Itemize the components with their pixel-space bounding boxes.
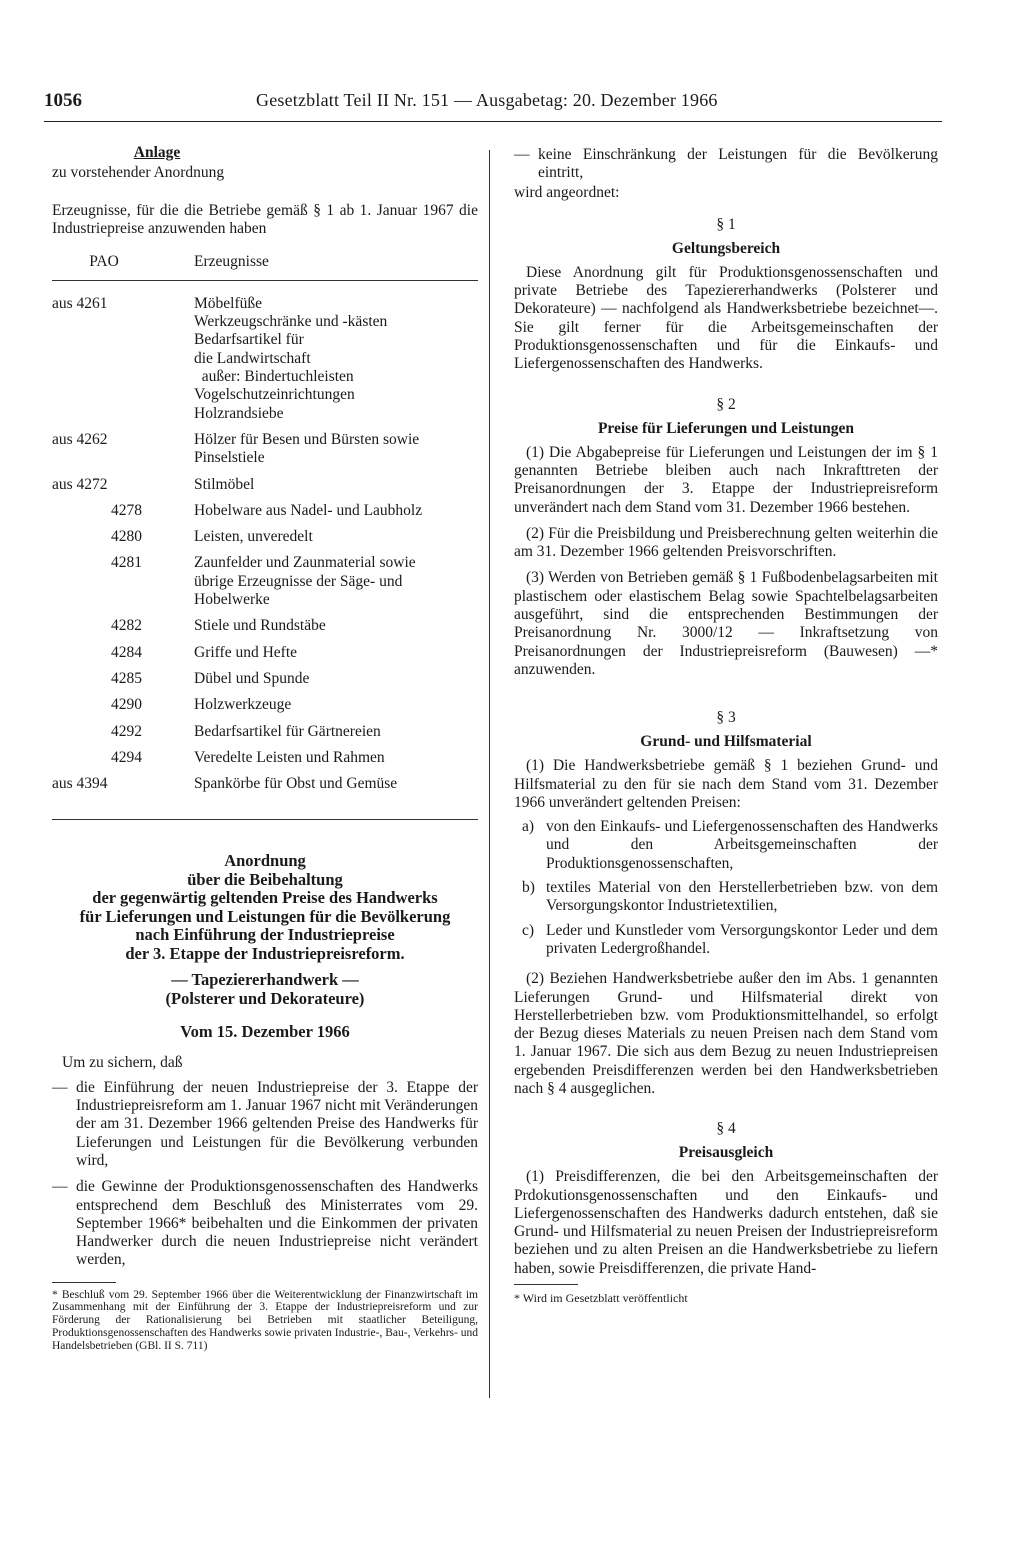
section-number: § 4 — [716, 1120, 736, 1138]
product-line: Stilmöbel — [194, 475, 255, 493]
pao-code: aus 4261 — [52, 294, 108, 312]
product-line: Bedarfsartikel für Gärtnereien — [194, 722, 381, 740]
anlage-subtitle: zu vorstehender Anordnung — [52, 164, 225, 181]
product-description — [194, 295, 478, 423]
product-line: Werkzeugschränke und -kästen — [194, 313, 388, 331]
product-line: außer: Bindertuchleisten — [194, 368, 354, 386]
anlage-intro: Erzeugnisse, für die die Betriebe gemäß § 1 ab 1. Januar 1967 die Industriepreise anzuwenden haben — [52, 202, 478, 238]
product-line: Hobelwerke — [194, 591, 270, 609]
ordered-text: wird angeordnet: — [514, 183, 620, 201]
section-number: § 2 — [716, 395, 736, 413]
subtitle-line: — Tapeziererhandwerk — — [171, 970, 359, 990]
list-item: c) Leder und Kunstleder vom Versorgungskontor Leder und dem privaten Ledergroßhandel. — [522, 921, 938, 957]
table-row — [52, 644, 478, 662]
pao-code: aus 4262 — [52, 430, 108, 448]
left-column — [52, 144, 478, 1353]
pao-code: 4290 — [111, 696, 142, 714]
title-line: über die Beibehaltung — [187, 869, 343, 889]
product-line: Stiele und Rundstäbe — [194, 617, 326, 635]
pao-code: aus 4272 — [52, 475, 108, 493]
product-description — [194, 723, 478, 741]
table-row — [52, 554, 478, 609]
product-line: Hölzer für Besen und Bürsten sowie — [194, 430, 420, 448]
product-line: Möbelfüße — [194, 294, 263, 312]
footnote-left: * Beschluß vom 29. September 1966 über die Weiterentwicklung der Finanzwirtschaft im Zusammenhang mit der Einführung der 3. Etappe der Industriepreisreform und zur Förderung der Rationalisierung bei Betrieben mit staatlicher Beteiligung, Produktionsgenossenschaften des Handwerks sowie privaten Industrie-, Bau-, Verkehrs- und Handelsbetrieben (GBl. II S. 711) — [52, 1288, 478, 1352]
title-line: für Lieferungen und Leistungen für die Bevölkerung — [79, 906, 451, 926]
section-number: § 3 — [716, 709, 736, 727]
column-divider — [489, 150, 490, 1398]
section-paragraph: (2) Für die Preisbildung und Preisberechnung gelten weiterhin die am 31. Dezember 1966 geltenden Preisvorschriften. — [514, 524, 938, 561]
column-header-erzeugnisse: Erzeugnisse — [194, 252, 269, 270]
table-header — [52, 253, 478, 281]
section-paragraph: (1) Preisdifferenzen, die bei den Arbeitsgemeinschaften der Prdokutionsgenossenschaften und den Einkaufs- und Liefergenossenschaften des Handwerks dadurch entstehen, daß sie Grund- und Hilfsmaterial zu neuen Preisen der Industriepreisreform beziehen und zu alten Preisen an die Handwerksbetriebe zu liefern haben, sowie Preisdifferenzen, die private Hand- — [514, 1168, 938, 1277]
anordnung-intro: Um zu sichern, daß — [62, 1054, 183, 1072]
table-row — [52, 749, 478, 767]
section-paragraph: (2) Beziehen Handwerksbetriebe außer den im Abs. 1 genannten Lieferungen Grund- und Hilfsmaterial direkt von Herstellerbetrieben bzw. vom Produktionsmittelhandel, so erfolgt der Bezug dieses Materials zu neuen Preisen nach dem Stand vom 1. Januar 1967. Die sich aus dem Bezug zu neuen Industriepreisen ergebenden Preisdifferenzen werden bei den Handwerksbetrieben nach § 4 ausgeglichen. — [514, 970, 938, 1097]
product-line: Bedarfsartikel für — [194, 331, 304, 349]
product-description — [194, 775, 478, 793]
product-line: die Landwirtschaft — [194, 349, 311, 367]
table-body — [52, 281, 478, 794]
product-line: Zaunfelder und Zaunmaterial sowie — [194, 554, 416, 572]
section-number: § 1 — [716, 215, 736, 233]
table-row — [52, 528, 478, 546]
table-row — [52, 775, 478, 793]
pao-code: 4282 — [111, 617, 142, 635]
products-table — [52, 253, 478, 794]
product-description — [194, 431, 478, 468]
product-description — [194, 670, 478, 688]
dash-item: — keine Einschränkung der Leistungen für die Bevölkerung eintritt, — [514, 146, 938, 182]
section-title: Preisausgleich — [678, 1144, 774, 1162]
title-line: nach Einführung der Industriepreise — [135, 925, 395, 945]
title-line: Anordnung — [224, 851, 306, 871]
title-line: der 3. Etappe der Industriepreisreform. — [125, 943, 405, 963]
anlage-title: Anlage — [133, 144, 181, 161]
pao-code: 4280 — [111, 528, 142, 546]
product-description — [194, 476, 478, 494]
section-paragraph: (1) Die Abgabepreise für Lieferungen und Leistungen der im § 1 genannten Betriebe bleiben auch nach Inkrafttreten der Preisanordnungen der 3. Etappe der Industriepreisreform unverändert nach dem Stand vom 31. Dezember 1966 bestehen. — [514, 443, 938, 516]
title-line: der gegenwärtig geltenden Preise des Handwerks — [92, 888, 438, 908]
dash-item: — die Gewinne der Produktionsgenossenschaften des Handwerks entsprechend dem Beschluß des Ministerrates vom 29. September 1966* beibehalten und die Einkommen der privaten Handwerker durch die neuen Industriepreise nicht verändert werden, — [52, 1178, 478, 1269]
product-description — [194, 554, 478, 609]
product-description — [194, 696, 478, 714]
section-separator — [52, 819, 478, 820]
page-number: 1056 — [44, 90, 82, 111]
product-description — [194, 749, 478, 767]
product-line: Dübel und Spunde — [194, 669, 310, 687]
pao-code: 4292 — [111, 722, 142, 740]
anordnung-title — [52, 852, 478, 963]
product-line: Griffe und Hefte — [194, 643, 298, 661]
table-row — [52, 431, 478, 468]
page-header — [44, 90, 942, 114]
table-row — [52, 723, 478, 741]
section-paragraph: (3) Werden von Betrieben gemäß § 1 Fußbodenbelagsarbeiten mit plastischem oder elastischem Belag sowie Spachtelbelagsarbeiten ausgeführt, sind die entsprechenden Bestimmungen der Preisanordnung Nr. 3000/12 — Inkraftsetzung von Preisanordnungen der Industriepreisreform (Bauwesen) —* anzuwenden. — [514, 569, 938, 678]
product-line: Hobelware aus Nadel- und Laubholz — [194, 501, 423, 519]
table-row — [52, 617, 478, 635]
product-line: Leisten, unveredelt — [194, 528, 313, 546]
product-line: übrige Erzeugnisse der Säge- und — [194, 572, 403, 590]
footnote-rule — [514, 1284, 578, 1285]
section-title: Preise für Lieferungen und Leistungen — [597, 419, 855, 437]
pao-code: 4278 — [111, 501, 142, 519]
table-row — [52, 696, 478, 714]
footnote-right: * Wird im Gesetzblatt veröffentlicht — [514, 1291, 688, 1306]
product-line: Veredelte Leisten und Rahmen — [194, 748, 385, 766]
product-line: Pinselstiele — [194, 449, 265, 467]
section-title: Grund- und Hilfsmaterial — [640, 733, 812, 751]
table-row — [52, 295, 478, 423]
pao-code: 4285 — [111, 669, 142, 687]
section-title: Geltungsbereich — [671, 239, 781, 257]
header-rule — [44, 121, 942, 122]
section-paragraph: (1) Die Handwerksbetriebe gemäß § 1 beziehen Grund- und Hilfsmaterial zu den für sie nach dem Stand vom 31. Dezember 1966 unverändert geltenden Preisen: — [514, 757, 938, 811]
anordnung-subtitle — [52, 971, 478, 1008]
anordnung-date: Vom 15. Dezember 1966 — [180, 1022, 350, 1042]
pao-code: aus 4394 — [52, 775, 108, 793]
product-line: Holzwerkzeuge — [194, 696, 292, 714]
list-item: b) textiles Material von den Herstellerbetrieben bzw. von dem Versorgungskontor Industrietextilien, — [522, 879, 938, 915]
product-description — [194, 617, 478, 635]
pao-code: 4294 — [111, 748, 142, 766]
running-title: Gesetzblatt Teil II Nr. 151 — Ausgabetag: 20. Dezember 1966 — [256, 90, 718, 110]
product-line: Spankörbe für Obst und Gemüse — [194, 775, 398, 793]
table-row — [52, 476, 478, 494]
product-description — [194, 644, 478, 662]
subtitle-line: (Polsterer und Dekorateure) — [165, 988, 365, 1008]
product-line: Vogelschutzeinrichtungen — [194, 386, 355, 404]
footnote-rule — [52, 1282, 116, 1283]
pao-code: 4284 — [111, 643, 142, 661]
section-paragraph: Diese Anordnung gilt für Produktionsgenossenschaften und private Betriebe des Tapeziererhandwerks (Polsterer und Dekorateure) — nachfolgend als Handwerksbetriebe bezeichnet—. Sie gilt ferner für die Arbeitsgemeinschaften der Produktionsgenossenschaften und für die Einkaufs- und Liefergenossenschaften des Handwerks. — [514, 263, 938, 373]
pao-code: 4281 — [111, 554, 142, 572]
table-row — [52, 670, 478, 688]
table-row — [52, 502, 478, 520]
right-column — [514, 146, 938, 1306]
product-line: Holzrandsiebe — [194, 404, 284, 422]
dash-item: — die Einführung der neuen Industriepreise der 3. Etappe der Industriepreisreform am 1. Januar 1967 nicht mit Veränderungen der am 31. Dezember 1966 geltenden Preise des Handwerks für Lieferungen und Leistungen für die Bevölkerung verbunden wird, — [52, 1078, 478, 1169]
column-header-pao: PAO — [89, 252, 119, 270]
product-description — [194, 502, 478, 520]
list-item: a) von den Einkaufs- und Liefergenossenschaften des Handwerks und den Arbeitsgemeinschaften der Produktionsgenossenschaften, — [522, 818, 938, 872]
product-description — [194, 528, 478, 546]
